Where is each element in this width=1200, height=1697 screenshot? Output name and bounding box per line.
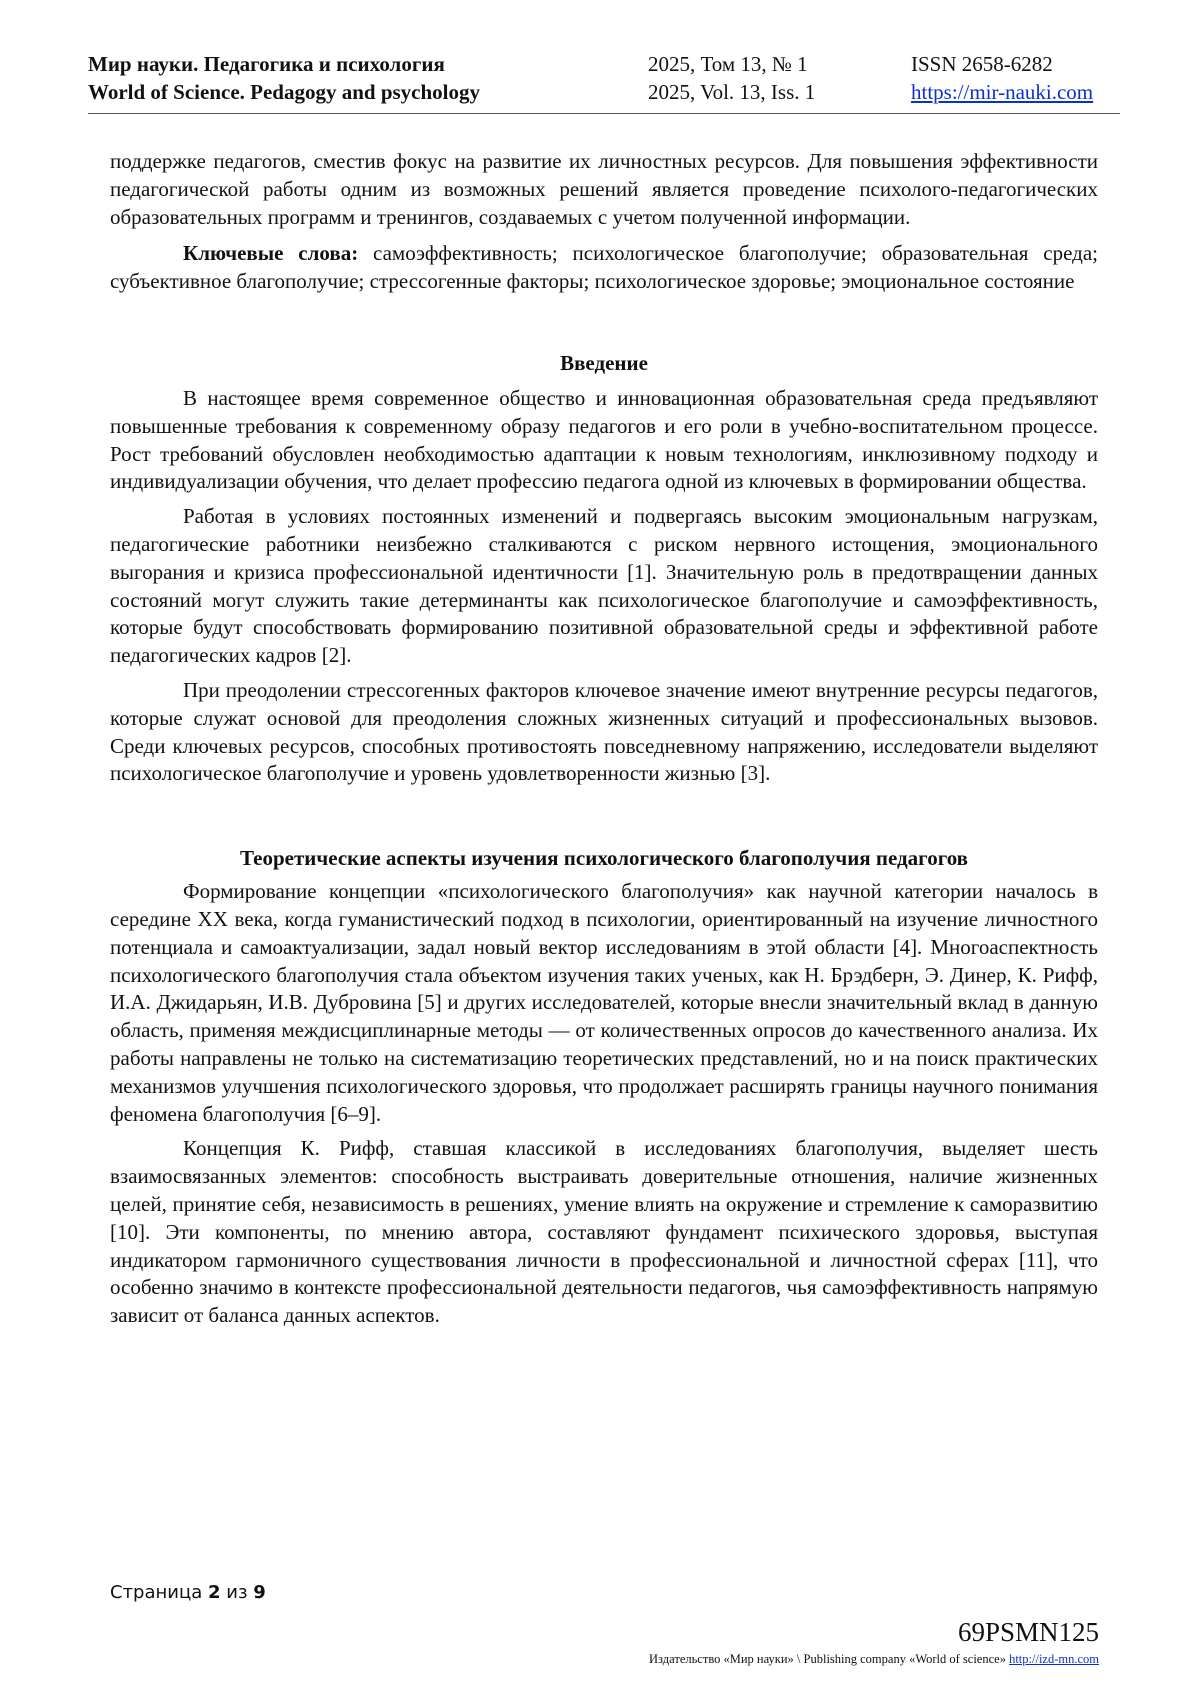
issn-block: [911, 50, 1093, 106]
page-current: 2: [208, 1582, 221, 1603]
header-divider: [88, 113, 1120, 114]
keywords-label: Ключевые слова:: [183, 241, 359, 266]
journal-title-en: World of Science. Pedagogy and psychology: [88, 80, 481, 104]
page-word: Страница: [110, 1582, 203, 1603]
publisher-text: Издательство «Мир науки» \ Publishing company «World of science»: [649, 1652, 1006, 1666]
page-of: из: [226, 1582, 248, 1603]
page-total: 9: [253, 1582, 266, 1603]
keywords-list: самоэффективность; психологическое благополучие; образовательная среда; субъективное благополучие; стрессогенные факторы; психологическое здоровье; эмоциональное состояние: [110, 241, 1098, 294]
journal-title-ru: Мир науки. Педагогика и психология: [88, 52, 445, 76]
journal-site-link[interactable]: https://mir-nauki.com: [911, 80, 1094, 104]
article-code: 69PSMN125: [957, 1617, 1099, 1647]
intro-paragraph-3: При преодолении стрессогенных факторов ключевое значение имеют внутренние ресурсы педагогов, которые служат основой для преодоления сложных жизненных ситуаций и профессиональных вызовов. Среди ключевых ресурсов, способных противостоять повседневному напряжению, исследователи выделяют психологическое благополучие и уровень удовлетворенности жизнью [3].: [110, 677, 1098, 786]
abstract-ending-paragraph: поддержке педагогов, сместив фокус на развитие их личностных ресурсов. Для повышения эффективности педагогической работы одним из возможных решений является проведение психолого-педагогических образовательных программ и тренингов, создаваемых с учетом полученной информации.: [110, 149, 1098, 229]
journal-title-block: [88, 50, 480, 106]
page-header: [88, 50, 1118, 112]
keywords-paragraph: [110, 240, 1098, 296]
section-heading-theory: Теоретические аспекты изучения психологического благополучия педагогов: [239, 846, 969, 871]
intro-paragraph-1: В настоящее время современное общество и инновационная образовательная среда предъявляют повышенные требования к современному образу педагогов и его роли в учебно-воспитательном процессе. Рост требований обусловлен необходимостью адаптации к новым технологиям, инклюзивному подходу и индивидуализации обучения, что делает профессию педагога одной из ключевых в формировании общества.: [110, 385, 1098, 494]
article-body: [110, 148, 1098, 1330]
issue-info-en: 2025, Vol. 13, Iss. 1: [648, 80, 816, 104]
theory-paragraph-2: Концепция К. Рифф, ставшая классикой в исследованиях благополучия, выделяет шесть взаимосвязанных элементов: способность выстраивать доверительные отношения, наличие жизненных целей, принятие себя, независимость в решениях, умение влиять на окружение и стремление к саморазвитию [10]. Эти компоненты, по мнению автора, составляют фундамент психического здоровья, выступая индикатором гармоничного существования личности в профессиональной и личностной сферах [11], что особенно значимо в контексте профессиональной деятельности педагогов, чья самоэффективность напрямую зависит от баланса данных аспектов.: [110, 1136, 1098, 1328]
page-number: [110, 1582, 266, 1603]
publisher-link[interactable]: http://izd-mn.com: [1009, 1652, 1099, 1666]
issue-info-ru: 2025, Том 13, № 1: [648, 52, 808, 76]
issn-number: ISSN 2658-6282: [911, 52, 1053, 76]
publisher-line: [649, 1652, 1099, 1667]
theory-paragraph-1: Формирование концепции «психологического благополучия» как научной категории началось в середине XX века, когда гуманистический подход в психологии, ориентированный на изучение личностного потенциала и самоактуализации, задал новый вектор исследованиям в этой области [4]. Многоаспектность психологического благополучия стала объектом изучения таких ученых, как Н. Брэдберн, Э. Динер, К. Рифф, И.А. Джидарьян, И.В. Дубровина [5] и других исследователей, которые внесли значительный вклад в данную область, применяя междисциплинарные методы — от количественных опросов до качественного анализа. Их работы направлены не только на систематизацию теоретических представлений, но и на поиск практических механизмов улучшения психологического здоровья, что продолжает расширять границы научного понимания феномена благополучия [6–9].: [110, 879, 1098, 1126]
intro-paragraph-2: Работая в условиях постоянных изменений и подвергаясь высоким эмоциональным нагрузкам, педагогические работники неизбежно сталкиваются с риском нервного истощения, эмоционального выгорания и кризиса профессиональной идентичности [1]. Значительную роль в предотвращении данных состояний могут служить такие детерминанты как психологическое благополучие и самоэффективность, которые будут способствовать формированию позитивной образовательной среды и эффективной работе педагогических кадров [2].: [110, 504, 1098, 668]
issue-info-block: [648, 50, 815, 106]
section-heading-introduction: Введение: [560, 350, 648, 375]
